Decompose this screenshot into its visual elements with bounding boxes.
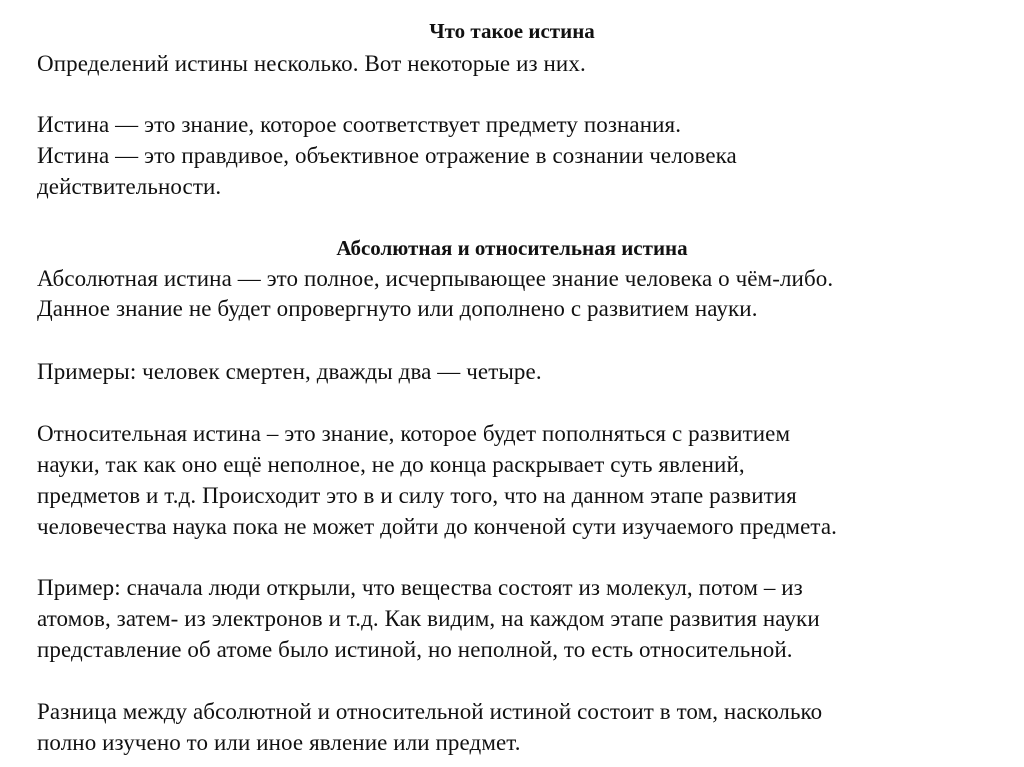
examples-text: Примеры: человек смертен, дважды два — четыре. xyxy=(37,359,542,384)
example-line-3: представление об атоме было истиной, но неполной, то есть относительной. xyxy=(37,637,793,662)
heading-what-is-truth: Что такое истина xyxy=(429,19,595,43)
relative-truth-line-1: Относительная истина – это знание, которое будет пополняться с развитием xyxy=(37,421,791,446)
relative-truth-line-3: предметов и т.д. Происходит это в и силу того, что на данном этапе развития xyxy=(37,483,797,508)
absolute-truth-line-2: Данное знание не будет опровергнуто или дополнено с развитием науки. xyxy=(37,296,758,321)
example-line-1: Пример: сначала люди открыли, что вещества состоят из молекул, потом – из xyxy=(37,575,803,600)
absolute-truth-line-1: Абсолютная истина — это полное, исчерпывающее знание человека о чём-либо. xyxy=(37,266,834,291)
example-line-2: атомов, затем- из электронов и т.д. Как видим, на каждом этапе развития науки xyxy=(37,606,820,631)
intro-text: Определений истины несколько. Вот некоторые из них. xyxy=(37,51,586,76)
definition-1: Истина — это знание, которое соответствует предмету познания. xyxy=(37,112,682,137)
heading-absolute-relative: Абсолютная и относительная истина xyxy=(336,236,688,260)
relative-truth-line-4: человечества наука пока не может дойти до конченой сути изучаемого предмета. xyxy=(37,514,837,539)
definition-2-line-2: действительности. xyxy=(37,174,222,199)
difference-line-1: Разница между абсолютной и относительной истиной состоит в том, насколько xyxy=(37,699,823,724)
relative-truth-line-2: науки, так как оно ещё неполное, не до конца раскрывает суть явлений, xyxy=(37,452,745,477)
difference-line-2: полно изучено то или иное явление или предмет. xyxy=(37,730,521,755)
definition-2-line-1: Истина — это правдивое, объективное отражение в сознании человека xyxy=(37,143,737,168)
